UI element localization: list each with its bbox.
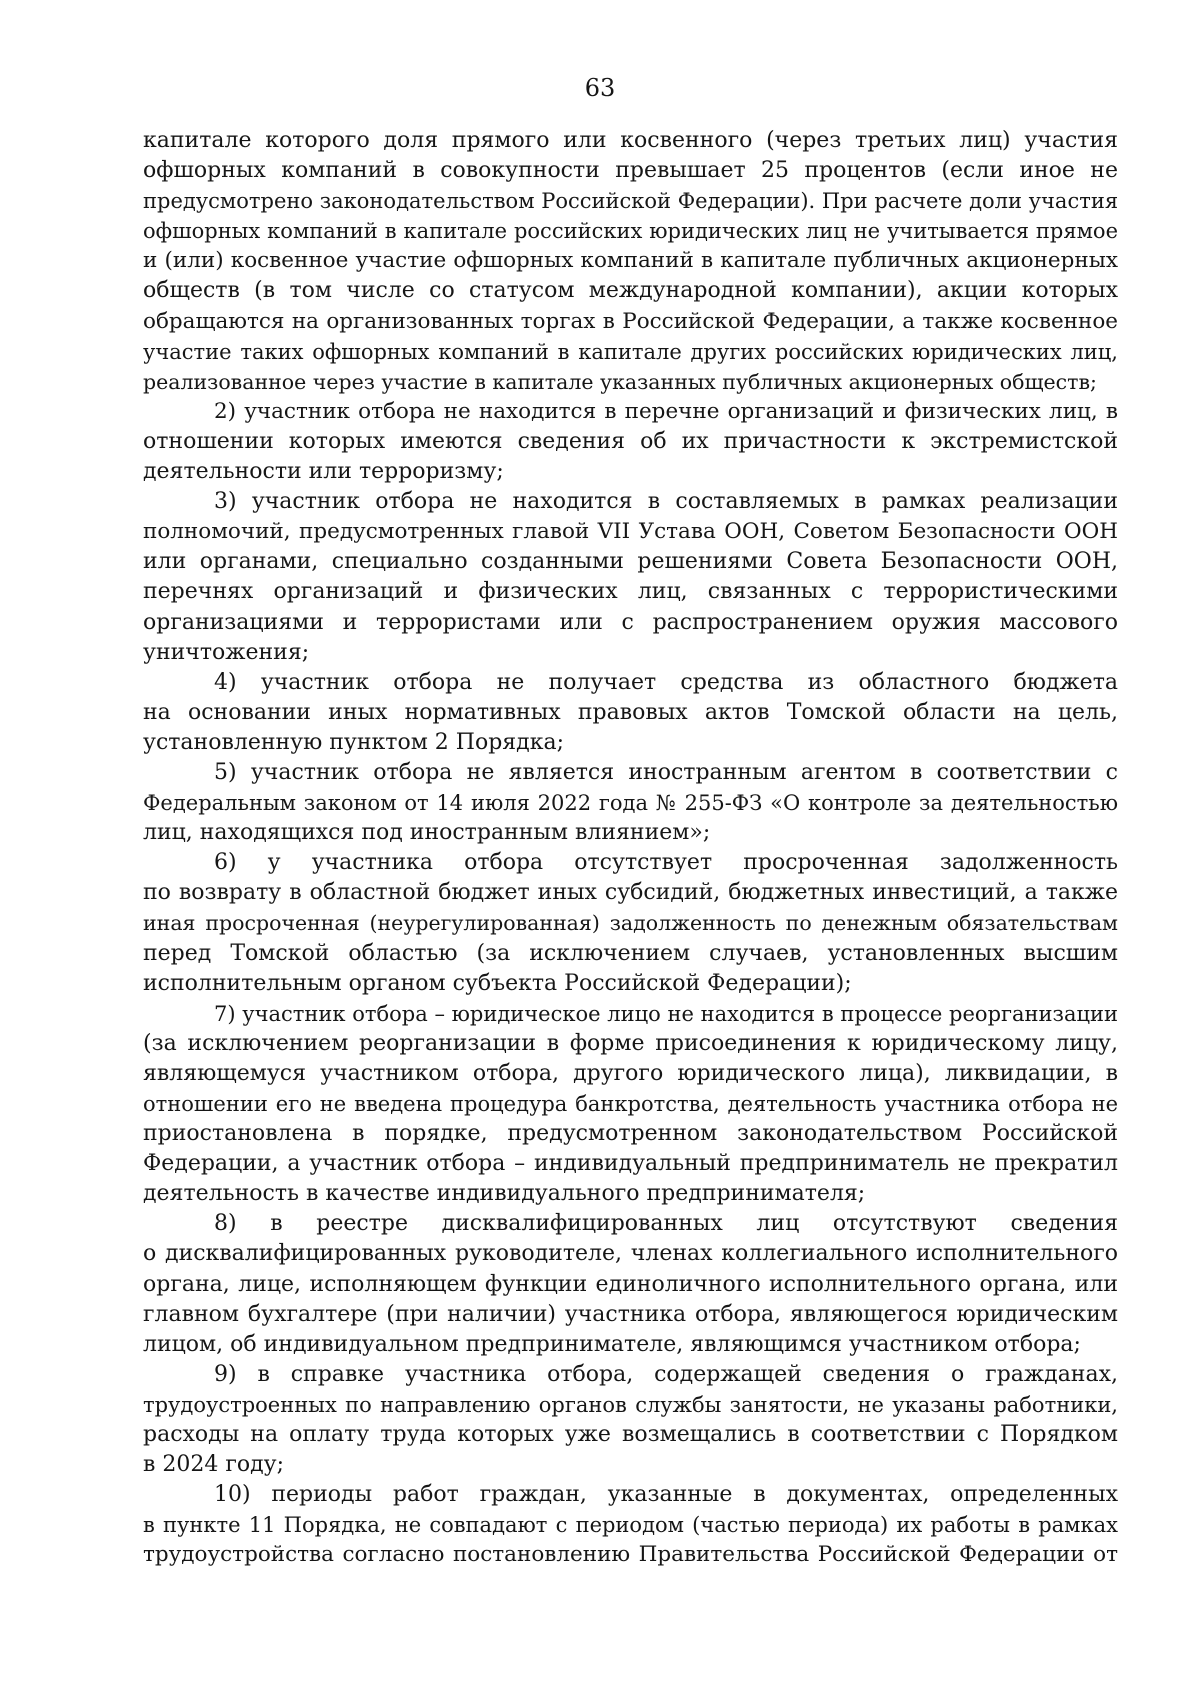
text-line: предусмотрено законодательством Российской Федерации). При расчете доли участия: [143, 189, 1119, 214]
text-line: Федеральным законом от 14 июля 2022 года № 255-ФЗ «О контроле за деятельностью: [143, 791, 1118, 816]
text-line: организациями и террористами или с распространением оружия массового: [143, 609, 1118, 635]
text-line: иная просроченная (неурегулированная) задолженность по денежным обязательствам: [143, 911, 1118, 936]
text-line: о дисквалифицированных руководителе, членах коллегиального исполнительного: [143, 1241, 1118, 1267]
text-line: трудоустройства согласно постановлению Правительства Российской Федерации от: [143, 1542, 1118, 1568]
text-line: органа, лице, исполняющем функции единоличного исполнительного органа, или: [143, 1271, 1118, 1297]
text-line: в 2024 году;: [143, 1452, 285, 1478]
text-line: деятельности или терроризму;: [143, 459, 504, 485]
text-line: офшорных компаний в совокупности превышает 25 процентов (если иное не: [143, 158, 1118, 184]
text-line: 7) участник отбора – юридическое лицо не находится в процессе реорганизации: [214, 1001, 1118, 1026]
text-line: приостановлена в порядке, предусмотренном законодательством Российской: [143, 1121, 1118, 1147]
text-line: исполнительным органом субъекта Российской Федерации);: [143, 970, 852, 996]
text-line: по возврату в областной бюджет иных субсидий, бюджетных инвестиций, а также: [143, 880, 1118, 906]
text-line: лиц, находящихся под иностранным влиянием»;: [143, 820, 711, 846]
text-line: расходы на оплату труда которых уже возмещались в соответствии с Порядком: [143, 1422, 1118, 1448]
text-line: капитале которого доля прямого или косвенного (через третьих лиц) участия: [143, 128, 1118, 153]
text-line: (за исключением реорганизации в форме присоединения к юридическому лицу,: [143, 1030, 1118, 1056]
page-number: 63: [584, 74, 616, 102]
text-line: на основании иных нормативных правовых актов Томской области на цель,: [143, 699, 1118, 725]
document-body: [143, 126, 1118, 1571]
text-line: 10) периоды работ граждан, указанные в документах, определенных: [214, 1482, 1118, 1508]
text-line: Федерации, а участник отбора – индивидуальный предприниматель не прекратил: [143, 1151, 1118, 1177]
text-line: лицом, об индивидуальном предпринимателе, являющимся участником отбора;: [143, 1331, 1081, 1357]
text-line: 6) у участника отбора отсутствует просроченная задолженность: [214, 850, 1118, 876]
text-line: 3) участник отбора не находится в составляемых в рамках реализации: [214, 489, 1118, 515]
text-line: 4) участник отбора не получает средства из областного бюджета: [214, 669, 1118, 695]
text-line: отношении которых имеются сведения об их причастности к экстремистской: [143, 428, 1118, 454]
text-line: перечнях организаций и физических лиц, связанных с террористическими: [143, 579, 1118, 605]
text-line: 2) участник отбора не находится в перечне организаций и физических лиц, в: [214, 398, 1118, 424]
text-line: участие таких офшорных компаний в капитале других российских юридических лиц,: [143, 339, 1118, 364]
text-line: или органами, специально созданными решениями Совета Безопасности ООН,: [143, 549, 1118, 575]
text-line: главном бухгалтере (при наличии) участника отбора, являющегося юридическим: [143, 1301, 1118, 1327]
text-line: реализованное через участие в капитале указанных публичных акционерных обществ;: [143, 369, 1097, 394]
text-line: в пункте 11 Порядка, не совпадают с периодом (частью периода) их работы в рамках: [143, 1513, 1118, 1538]
text-line: обществ (в том числе со статусом международной компании), акции которых: [143, 278, 1118, 304]
text-line: деятельность в качестве индивидуального предпринимателя;: [143, 1181, 866, 1207]
text-line: являющемуся участником отбора, другого юридического лица), ликвидации, в: [143, 1060, 1118, 1086]
text-line: отношении его не введена процедура банкротства, деятельность участника отбора не: [143, 1092, 1118, 1116]
text-line: 9) в справке участника отбора, содержащей сведения о гражданах,: [214, 1361, 1118, 1387]
text-line: офшорных компаний в капитале российских юридических лиц не учитывается прямое: [143, 219, 1118, 244]
text-line: и (или) косвенное участие офшорных компаний в капитале публичных акционерных: [143, 248, 1118, 274]
text-line: 8) в реестре дисквалифицированных лиц отсутствуют сведения: [214, 1211, 1118, 1237]
text-line: уничтожения;: [143, 639, 310, 665]
text-line: перед Томской областью (за исключением случаев, установленных высшим: [143, 940, 1118, 966]
text-line: установленную пунктом 2 Порядка;: [143, 729, 565, 755]
text-line: 5) участник отбора не является иностранным агентом в соответствии с: [214, 759, 1118, 785]
text-line: полномочий, предусмотренных главой VII Устава ООН, Советом Безопасности ООН: [143, 519, 1118, 545]
text-line: трудоустроенных по направлению органов службы занятости, не указаны работники,: [143, 1392, 1118, 1417]
text-line: обращаются на организованных торгах в Российской Федерации, а также косвенное: [143, 308, 1118, 334]
